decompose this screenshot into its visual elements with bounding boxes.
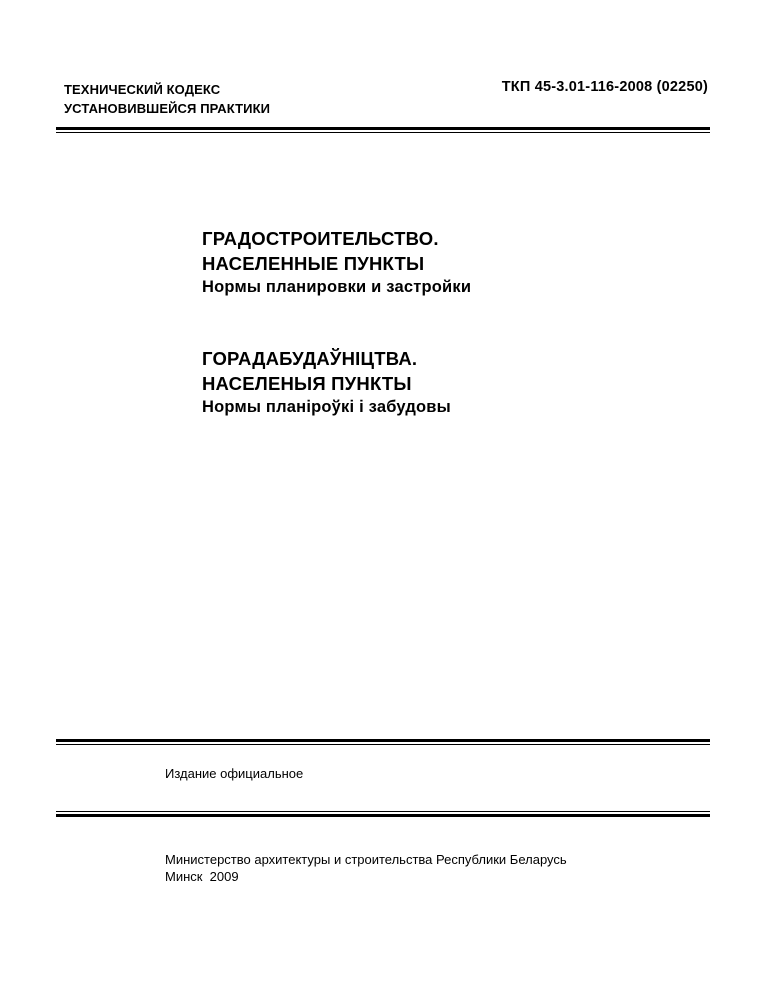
title-belarusian-line1: ГОРАДАБУДАЎНІЦТВА. <box>202 348 418 369</box>
document-type <box>64 80 270 118</box>
title-russian-line1: ГРАДОСТРОИТЕЛЬСТВО. <box>202 228 439 249</box>
title-russian <box>202 226 471 299</box>
title-russian-line2: НАСЕЛЕННЫЕ ПУНКТЫ <box>202 253 425 274</box>
edition-top-divider <box>56 739 710 745</box>
header-divider <box>56 127 710 133</box>
publisher-name: Министерство архитектуры и строительства Республики Беларусь <box>165 852 567 867</box>
publisher <box>165 851 567 885</box>
title-belarusian <box>202 346 451 419</box>
publisher-city-year: Минск 2009 <box>165 869 239 884</box>
title-belarusian-subtitle: Нормы планіроўкі і забудовы <box>202 398 451 416</box>
title-belarusian-line2: НАСЕЛЕНЫЯ ПУНКТЫ <box>202 373 412 394</box>
edition-label: Издание официальное <box>165 766 304 781</box>
document-type-line2: УСТАНОВИВШЕЙСЯ ПРАКТИКИ <box>64 101 271 116</box>
document-type-line1: ТЕХНИЧЕСКИЙ КОДЕКС <box>64 82 221 97</box>
edition-bottom-divider <box>56 811 710 817</box>
title-russian-subtitle: Нормы планировки и застройки <box>202 278 472 296</box>
document-code: ТКП 45-3.01-116-2008 (02250) <box>501 79 708 95</box>
